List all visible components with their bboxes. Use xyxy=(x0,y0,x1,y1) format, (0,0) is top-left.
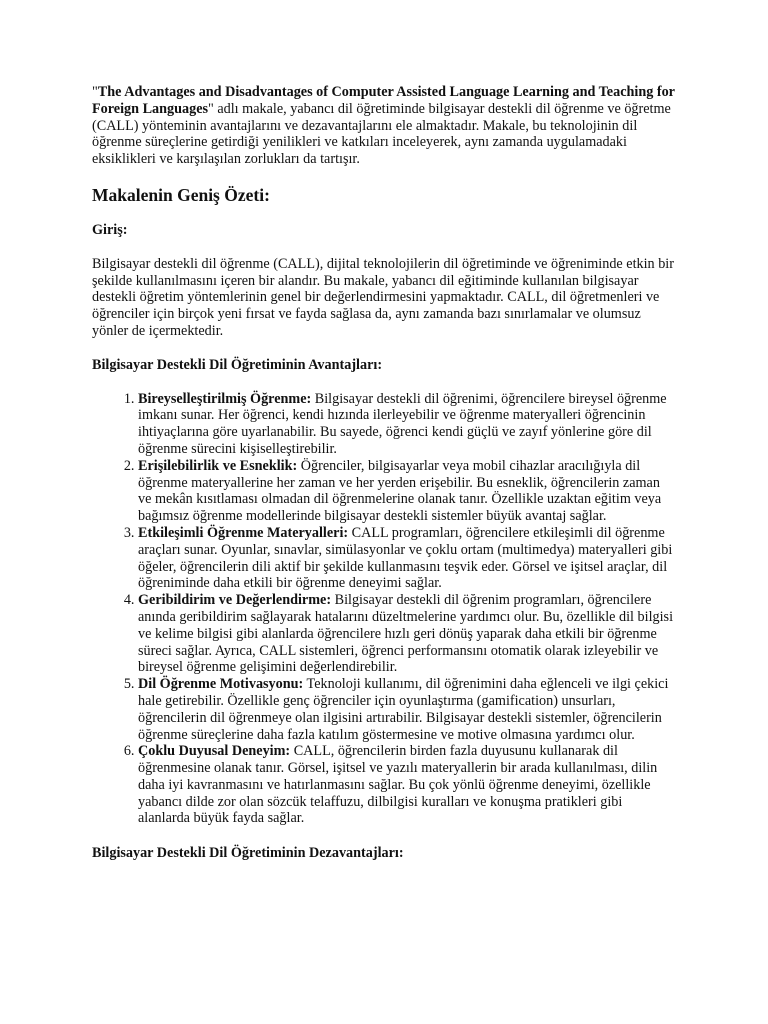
list-item-text: CALL programları, öğrencilere etkileşimli dil öğrenme araçları sunar. Oyunlar, sınavlar, simülasyonlar ve çoklu ortam (multimedya) materyalleri gibi öğeler, öğrencilerin dili aktif bir şekilde kullanmasını teşvik eder. Görsel ve işitsel araçlar, dil öğreniminde daha etkili bir öğrenme deneyimi sağlar. xyxy=(138,524,673,592)
list-item-text: CALL, öğrencilerin birden fazla duyusunu kullanarak dil öğrenmesine olanak tanır. Görsel, işitsel ve yazılı materyallerin bir arada kullanılması, dilin daha iyi kavranmasını ve hatırlanmasını sağlar. Bu çok yönlü öğrenme deneyimi, özellikle yabancı dilde zor olan sözcük telaffuzu, dilbilgisi kuralları ve konuşma pratikleri gibi alanlarda büyük fayda sağlar. xyxy=(138,743,658,827)
list-item xyxy=(138,592,676,676)
intro-text: " adlı makale, yabancı dil öğretiminde bilgisayar destekli dil öğrenme ve öğretme (CALL) yönteminin avantajlarını ve dezavantajlarını ele almaktadır. Makale, bu teknolojinin dil öğrenme süreçlerine getirdiği yenilikleri ve katkıları inceleyerek, aynı zamanda uygulamadaki eksiklikleri ve karşılaşılan zorlukları da tartışır. xyxy=(92,100,671,168)
giris-heading: Giriş: xyxy=(92,221,128,238)
list-item-text: Bilgisayar destekli dil öğrenim programları, öğrencilere anında geribildirim sağlayarak hatalarını düzeltmelerine yardımcı olur. Bu, özellikle dil bilgisi ve kelime bilgisi gibi alanlarda öğrencilere hızlı geri dönüş yaparak daha etkili bir öğrenme süreci sağlar. Ayrıca, CALL sistemleri, öğrenci performansını otomatik olarak izleyebilir ve bireysel öğrenme gelişimini değerlendirebilir. xyxy=(138,592,674,676)
list-item xyxy=(138,676,676,743)
document-page xyxy=(92,84,676,862)
article-title: The Advantages and Disadvantages of Computer Assisted Language Learning and Teaching for Foreign Languages xyxy=(92,84,675,117)
intro-paragraph xyxy=(92,84,676,168)
list-item-text: Öğrenciler, bilgisayarlar veya mobil cihazlar aracılığıyla dil öğrenme materyallerine her zaman ve her yerden erişebilir. Bu esneklik, öğrencilerin zaman ve mekân kısıtlaması olmadan dil öğrenmelerine olanak tanır. Özellikle uzaktan eğitim veya bağımsız öğrenme modellerinde bilgisayar destekli sistemler büyük avantaj sağlar. xyxy=(138,457,662,525)
list-item-title: Bireyselleştirilmiş Öğrenme: xyxy=(138,390,312,407)
list-item-title: Erişilebilirlik ve Esneklik: xyxy=(138,457,298,474)
list-item-title: Geribildirim ve Değerlendirme: xyxy=(138,592,332,609)
list-item xyxy=(138,525,676,592)
list-item-text: Teknoloji kullanımı, dil öğrenimini daha eğlenceli ve ilgi çekici hale getirebilir. Özellikle genç öğrenciler için oyunlaştırma (gamification) unsurları, öğrencilerin dil öğrenmeye olan ilgisini artırabilir. Bilgisayar destekli sistemler, öğrencilerin öğrenme süreçlerine daha fazla katılım göstermesine ve motive olmasına yardımcı olur. xyxy=(138,676,669,743)
list-item-title: Etkileşimli Öğrenme Materyalleri: xyxy=(138,524,349,541)
advantages-list xyxy=(92,391,676,828)
list-item xyxy=(138,458,676,525)
giris-paragraph: Bilgisayar destekli dil öğrenme (CALL), dijital teknolojilerin dil öğretiminde ve öğreniminde etkin bir şekilde kullanılmasını içeren bir alandır. Bu makale, yabancı dil eğitiminde kullanılan bilgisayar destekli öğretim yöntemlerinin genel bir değerlendirmesini yapmaktadır. CALL, dil öğretmenleri ve öğrenciler için birçok yeni fırsat ve fayda sağlasa da, aynı zamanda bazı sınırlamalar ve olumsuz yönler de içermektedir. xyxy=(92,255,674,339)
summary-heading: Makalenin Geniş Özeti: xyxy=(92,184,270,205)
advantages-heading: Bilgisayar Destekli Dil Öğretiminin Avantajları: xyxy=(92,356,383,373)
intro-open-quote: " xyxy=(92,84,98,100)
list-item xyxy=(138,743,676,827)
disadvantages-heading: Bilgisayar Destekli Dil Öğretiminin Dezavantajları: xyxy=(92,845,404,862)
list-item-text: Bilgisayar destekli dil öğrenimi, öğrencilere bireysel öğrenme imkanı sunar. Her öğrenci, kendi hızında ilerleyebilir ve öğrenme materyalleri öğrencinin ihtiyaçlarına göre uyarlanabilir. Bu sayede, öğrenci kendi güçlü ve zayıf yönlerine göre dil öğrenme sürecini kişiselleştirebilir. xyxy=(138,390,667,457)
list-item-title: Dil Öğrenme Motivasyonu: xyxy=(138,676,304,693)
list-item xyxy=(138,391,676,458)
list-item-title: Çoklu Duyusal Deneyim: xyxy=(138,743,291,760)
